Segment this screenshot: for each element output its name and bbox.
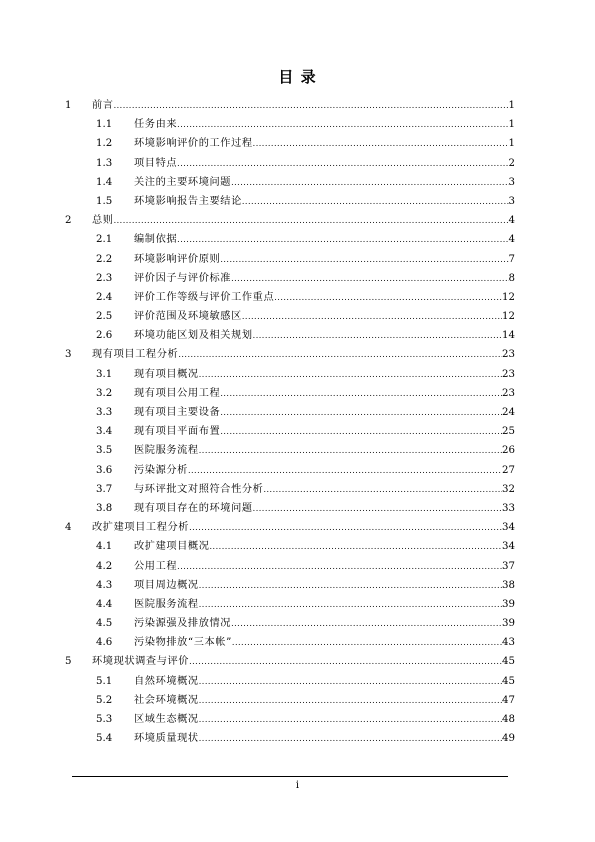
toc-entry xyxy=(134,691,515,710)
toc-entry xyxy=(92,518,515,537)
toc-section-row[interactable] xyxy=(65,269,515,288)
dot-leader xyxy=(199,710,502,729)
dot-leader xyxy=(263,480,502,499)
toc-page-number[interactable]: 8 xyxy=(508,272,515,284)
toc-section-row[interactable] xyxy=(65,633,515,652)
toc-page-number[interactable]: 1 xyxy=(508,100,515,111)
dot-leader xyxy=(231,614,502,633)
toc-entry-title[interactable]: 环境影响评价原则 xyxy=(134,253,221,265)
dot-leader xyxy=(220,422,502,441)
toc-entry-title[interactable]: 公用工程 xyxy=(134,560,178,572)
toc-entry xyxy=(134,729,515,748)
toc-entry xyxy=(134,499,515,518)
toc-entry-title[interactable]: 现有项目存在的环境问题 xyxy=(134,502,253,514)
toc-page-number[interactable]: 3 xyxy=(508,176,515,188)
toc-page-number[interactable]: 43 xyxy=(502,637,515,649)
toc-entry-title[interactable]: 项目周边概况 xyxy=(134,579,199,591)
toc-entry-title[interactable]: 项目特点 xyxy=(134,157,178,169)
toc-entry-number: 3.4 xyxy=(96,426,113,438)
toc-section-row[interactable] xyxy=(65,365,515,384)
toc-entry-title[interactable]: 现有项目平面布置 xyxy=(134,426,221,438)
toc-entry-title[interactable]: 环境影响报告主要结论 xyxy=(134,195,242,207)
toc-section-row[interactable] xyxy=(65,403,515,422)
toc-entry-number: 1.5 xyxy=(96,195,113,207)
toc-entry-number: 3.2 xyxy=(96,387,113,399)
page-title: 目 录 xyxy=(278,68,317,86)
toc-entry-title[interactable]: 医院服务流程 xyxy=(134,598,199,610)
dot-leader xyxy=(199,441,502,460)
footer-page-number: i xyxy=(295,780,300,791)
toc-section-row[interactable] xyxy=(65,499,515,518)
toc-section-row[interactable] xyxy=(65,576,515,595)
toc-entry-number: 4.3 xyxy=(96,579,113,591)
toc-entry-number: 1.3 xyxy=(96,157,113,169)
toc-entry-number: 2.2 xyxy=(96,253,113,265)
toc-entry-number: 3 xyxy=(65,349,72,361)
toc-entry-number: 3.7 xyxy=(96,483,113,495)
toc-page-number[interactable]: 49 xyxy=(502,733,515,745)
toc-section-row[interactable] xyxy=(65,461,515,480)
toc-entry-title[interactable]: 前言 xyxy=(92,100,114,111)
toc-entry xyxy=(134,250,515,269)
toc-entry-title[interactable]: 编制依据 xyxy=(134,234,178,246)
dot-leader xyxy=(231,173,508,192)
toc-entry xyxy=(134,422,515,441)
toc-entry xyxy=(92,96,515,115)
toc-entry xyxy=(134,365,515,384)
toc-section-row[interactable] xyxy=(65,384,515,403)
toc-section-row[interactable] xyxy=(65,480,515,499)
toc-section-row[interactable] xyxy=(65,710,515,729)
toc-entry-number: 3.1 xyxy=(96,368,113,380)
toc-chapter-row[interactable] xyxy=(65,96,515,115)
toc-entry xyxy=(134,441,515,460)
toc-section-row[interactable] xyxy=(65,537,515,556)
toc-entry-title[interactable]: 自然环境概况 xyxy=(134,675,199,687)
toc-entry-title[interactable]: 社会环境概况 xyxy=(134,694,199,706)
toc-entry xyxy=(92,211,515,230)
toc-entry-number: 4.5 xyxy=(96,618,113,630)
toc-entry-title[interactable]: 改扩建项目概况 xyxy=(134,541,210,553)
toc-page-number[interactable]: 45 xyxy=(502,656,515,668)
toc-entry-title[interactable]: 环境影响评价的工作过程 xyxy=(134,138,253,150)
toc-entry xyxy=(134,134,515,153)
dot-leader xyxy=(199,691,502,710)
toc-page-number[interactable]: 2 xyxy=(508,157,515,169)
toc-section-row[interactable] xyxy=(65,595,515,614)
toc-entry-number: 3.5 xyxy=(96,445,113,457)
toc-section-row[interactable] xyxy=(65,422,515,441)
toc-entry-number: 1.1 xyxy=(96,119,113,131)
toc-entry-number: 4.1 xyxy=(96,541,113,553)
toc-entry-title[interactable]: 污染源分析 xyxy=(134,464,188,476)
toc-entry-title[interactable]: 现有项目主要设备 xyxy=(134,407,221,418)
dot-leader xyxy=(177,115,508,134)
toc-entry-number: 3.8 xyxy=(96,502,113,514)
toc-entry xyxy=(134,461,515,480)
toc-entry-title[interactable]: 环境质量现状 xyxy=(134,733,199,745)
toc-entry-number: 3.3 xyxy=(96,407,113,418)
dot-leader xyxy=(199,672,502,691)
toc-section-row[interactable] xyxy=(65,115,515,134)
toc-entry-number: 5.2 xyxy=(96,694,113,706)
toc-entry-title[interactable]: 总则 xyxy=(92,215,114,227)
dot-leader xyxy=(242,307,502,326)
toc-entry-number: 1.2 xyxy=(96,138,113,150)
dot-leader xyxy=(242,192,509,211)
toc-entry-title[interactable]: 现有项目概况 xyxy=(134,368,199,380)
toc-page-number[interactable]: 12 xyxy=(502,311,515,323)
toc-entry-title[interactable]: 现有项目公用工程 xyxy=(134,387,221,399)
dot-leader xyxy=(220,250,508,269)
toc-section-row[interactable] xyxy=(65,691,515,710)
toc-section-row[interactable] xyxy=(65,250,515,269)
toc-page-number[interactable]: 38 xyxy=(502,579,515,591)
toc-entry-number: 4 xyxy=(65,522,72,534)
toc-entry-number: 4.6 xyxy=(96,637,113,649)
dot-leader xyxy=(114,211,509,230)
toc-chapter-row[interactable] xyxy=(65,518,515,537)
toc-page-number[interactable]: 1 xyxy=(508,138,515,150)
toc-entry-title[interactable]: 评价范围及环境敏感区 xyxy=(134,311,242,323)
toc-section-row[interactable] xyxy=(65,154,515,173)
toc-entry-title[interactable]: 评价工作等级与评价工作重点 xyxy=(134,291,275,303)
toc-entry xyxy=(134,192,515,211)
toc-entry-number: 2 xyxy=(65,215,72,227)
toc-entry-title[interactable]: 关注的主要环境问题 xyxy=(134,176,232,188)
dot-leader xyxy=(199,595,502,614)
toc-page-number[interactable]: 45 xyxy=(502,675,515,687)
dot-leader xyxy=(274,288,502,307)
toc-page-number[interactable]: 32 xyxy=(502,483,515,495)
toc-page-number[interactable]: 39 xyxy=(502,618,515,630)
toc-entry-number: 5.1 xyxy=(96,675,113,687)
toc-entry-title[interactable]: 污染源强及排放情况 xyxy=(134,618,232,630)
toc-entry xyxy=(134,614,515,633)
toc-section-row[interactable] xyxy=(65,441,515,460)
dot-leader xyxy=(231,269,508,288)
toc-entry xyxy=(134,288,515,307)
toc-entry xyxy=(134,537,515,556)
toc-page-number[interactable]: 37 xyxy=(502,560,515,572)
toc-page-number[interactable]: 23 xyxy=(502,349,515,361)
toc-entry-number: 4.4 xyxy=(96,598,113,610)
toc-page-number[interactable]: 12 xyxy=(502,291,515,303)
toc-page-number[interactable]: 26 xyxy=(502,445,515,457)
toc-section-row[interactable] xyxy=(65,192,515,211)
dot-leader xyxy=(188,461,502,480)
dot-leader xyxy=(177,230,508,249)
toc-entry xyxy=(92,345,515,364)
toc-chapter-row[interactable] xyxy=(65,345,515,364)
toc-entry xyxy=(134,710,515,729)
toc-page-number[interactable]: 27 xyxy=(502,464,515,476)
toc-section-row[interactable] xyxy=(65,557,515,576)
toc-entry-title[interactable]: 环境功能区划及相关规划 xyxy=(134,330,253,342)
toc-page-number[interactable]: 23 xyxy=(502,387,515,399)
toc-section-row[interactable] xyxy=(65,729,515,748)
dot-leader xyxy=(114,96,509,115)
dot-leader xyxy=(177,557,502,576)
toc-entry xyxy=(134,154,515,173)
toc-page-number[interactable]: 4 xyxy=(508,234,515,246)
toc-entry xyxy=(134,633,515,652)
toc-entry-title[interactable]: 现有项目工程分析 xyxy=(92,349,179,361)
dot-leader xyxy=(253,134,509,153)
dot-leader xyxy=(220,384,502,403)
toc-page-number[interactable]: 24 xyxy=(502,407,515,418)
toc-chapter-row[interactable] xyxy=(65,652,515,671)
toc-entry xyxy=(134,307,515,326)
toc-page-number[interactable]: 34 xyxy=(502,541,515,553)
toc-entry xyxy=(134,595,515,614)
toc-entry xyxy=(134,326,515,345)
table-of-contents xyxy=(65,96,515,748)
toc-entry-title[interactable]: 区域生态概况 xyxy=(134,714,199,725)
toc-section-row[interactable] xyxy=(65,326,515,345)
toc-entry-number: 1 xyxy=(65,100,72,111)
toc-section-row[interactable] xyxy=(65,307,515,326)
dot-leader xyxy=(253,326,502,345)
footer-divider xyxy=(72,776,508,777)
toc-entry-title[interactable]: 环境现状调查与评价 xyxy=(92,656,190,668)
toc-entry xyxy=(134,672,515,691)
toc-entry-title[interactable]: 医院服务流程 xyxy=(134,445,199,457)
toc-entry-number: 5.3 xyxy=(96,714,113,725)
toc-page-number[interactable]: 33 xyxy=(502,502,515,514)
toc-section-row[interactable] xyxy=(65,230,515,249)
toc-entry-number: 2.6 xyxy=(96,330,113,342)
toc-entry-number: 2.4 xyxy=(96,291,113,303)
toc-page-number[interactable]: 1 xyxy=(508,119,515,131)
toc-page-number[interactable]: 23 xyxy=(502,368,515,380)
toc-entry xyxy=(134,269,515,288)
toc-section-row[interactable] xyxy=(65,134,515,153)
dot-leader xyxy=(189,652,502,671)
toc-entry-number: 1.4 xyxy=(96,176,113,188)
toc-page-number[interactable]: 3 xyxy=(508,195,515,207)
dot-leader xyxy=(199,365,502,384)
toc-entry-number: 5.4 xyxy=(96,733,113,745)
toc-entry xyxy=(134,403,515,422)
dot-leader xyxy=(199,729,502,748)
toc-entry-title[interactable]: 与环评批文对照符合性分析 xyxy=(134,483,264,495)
toc-page-number[interactable]: 47 xyxy=(502,694,515,706)
dot-leader xyxy=(253,499,502,518)
toc-entry xyxy=(134,173,515,192)
dot-leader xyxy=(177,154,508,173)
toc-entry-title[interactable]: 改扩建项目工程分析 xyxy=(92,522,190,534)
toc-entry-title[interactable]: 任务由来 xyxy=(134,119,178,131)
dot-leader xyxy=(232,633,502,652)
toc-entry-number: 2.3 xyxy=(96,272,113,284)
toc-page-number[interactable]: 39 xyxy=(502,598,515,610)
toc-page-number[interactable]: 25 xyxy=(502,426,515,438)
toc-entry-title[interactable]: 污染物排放“三本帐” xyxy=(134,637,232,649)
dot-leader xyxy=(189,518,502,537)
dot-leader xyxy=(210,537,503,556)
toc-entry-number: 2.1 xyxy=(96,234,113,246)
toc-page-number[interactable]: 7 xyxy=(508,253,515,265)
toc-section-row[interactable] xyxy=(65,173,515,192)
toc-entry xyxy=(134,230,515,249)
dot-leader xyxy=(199,576,502,595)
toc-section-row[interactable] xyxy=(65,672,515,691)
toc-entry xyxy=(134,557,515,576)
toc-entry-number: 3.6 xyxy=(96,464,113,476)
toc-entry xyxy=(92,652,515,671)
toc-page-number[interactable]: 4 xyxy=(508,215,515,227)
toc-entry-number: 2.5 xyxy=(96,311,113,323)
toc-page-number[interactable]: 34 xyxy=(502,522,515,534)
toc-chapter-row[interactable] xyxy=(65,211,515,230)
dot-leader xyxy=(220,403,502,422)
toc-page-number[interactable]: 48 xyxy=(502,714,515,725)
toc-section-row[interactable] xyxy=(65,614,515,633)
toc-entry-number: 5 xyxy=(65,656,72,668)
toc-entry-number: 4.2 xyxy=(96,560,113,572)
toc-entry xyxy=(134,115,515,134)
toc-entry xyxy=(134,384,515,403)
toc-entry-title[interactable]: 评价因子与评价标准 xyxy=(134,272,232,284)
dot-leader xyxy=(178,345,502,364)
toc-entry xyxy=(134,480,515,499)
toc-entry xyxy=(134,576,515,595)
toc-section-row[interactable] xyxy=(65,288,515,307)
toc-page-number[interactable]: 14 xyxy=(502,330,515,342)
